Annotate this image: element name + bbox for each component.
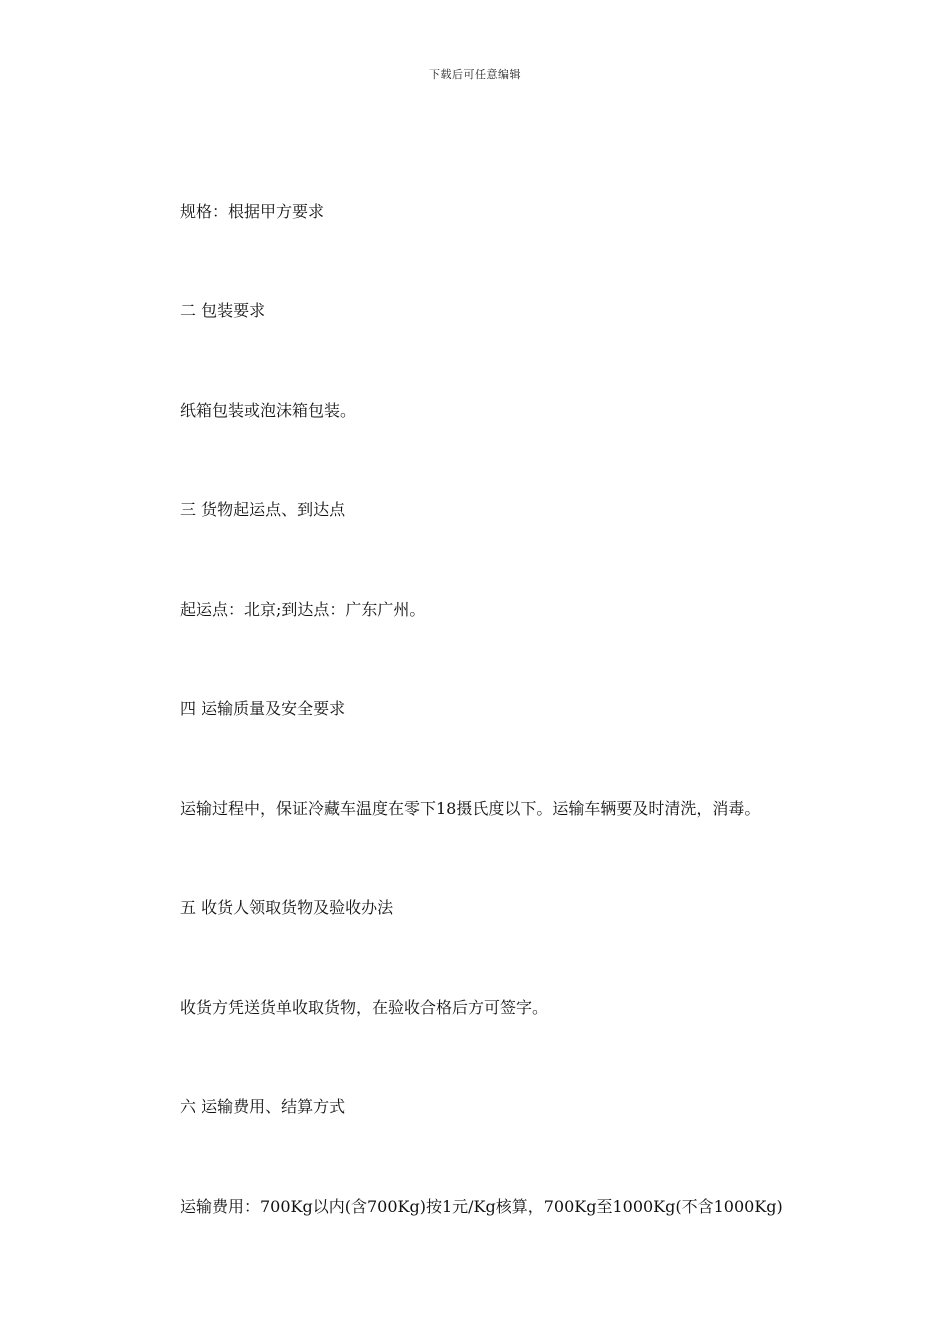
origin-destination-text: 起运点：北京;到达点：广东广州。 [180, 600, 426, 619]
section-heading-origin-destination: 三 货物起运点、到达点 [180, 500, 346, 519]
section-heading-receipt-inspection: 五 收货人领取货物及验收办法 [180, 898, 394, 917]
section-heading-packaging: 二 包装要求 [180, 301, 266, 320]
section-heading-transport-quality: 四 运输质量及安全要求 [180, 699, 346, 718]
packaging-text: 纸箱包装或泡沫箱包装。 [180, 401, 357, 420]
fees-text: 运输费用：700Kg以内(含700Kg)按1元/Kg核算，700Kg至1000Kg(不含1000Kg) [180, 1197, 783, 1216]
spec-line: 规格：根据甲方要求 [180, 202, 325, 221]
page-header-note: 下载后可任意编辑 [429, 68, 521, 81]
transport-quality-text: 运输过程中，保证冷藏车温度在零下18摄氏度以下。运输车辆要及时清洗，消毒。 [180, 799, 761, 818]
receipt-inspection-text: 收货方凭送货单收取货物，在验收合格后方可签字。 [180, 998, 549, 1017]
section-heading-fees-settlement: 六 运输费用、结算方式 [180, 1097, 346, 1116]
